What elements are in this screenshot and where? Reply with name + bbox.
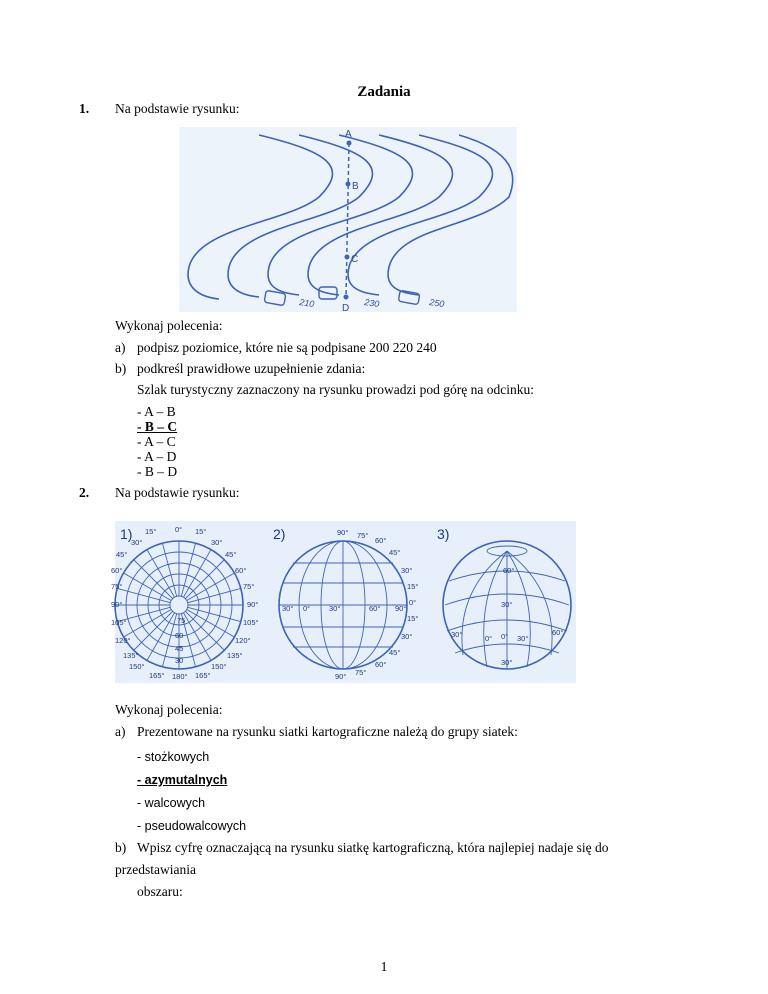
contour-label-210: 210 [298, 297, 315, 310]
g1-lbl: 60° [111, 566, 123, 575]
g1-lbl: 75° [243, 582, 255, 591]
option-pseudowalcowych: - pseudowalcowych [137, 819, 247, 833]
g1-lbl: 60 [175, 631, 184, 640]
task1-number: 1. [79, 101, 90, 116]
point-d-label: D [342, 303, 350, 314]
task2-a-label: a) [115, 724, 126, 739]
g1-lbl: 60° [235, 566, 247, 575]
g1-lbl: 75 [177, 616, 186, 625]
task2-b-text3: obszaru: [137, 884, 183, 899]
task2-b-text2: przedstawiania [115, 862, 196, 877]
g2-lbl: 60° [375, 660, 387, 669]
g2-lbl: 0° [409, 598, 417, 607]
task1-intro: Na podstawie rysunku: [115, 101, 240, 116]
g1-lbl: 90° [111, 600, 123, 609]
task1-a-text: podpisz poziomice, które nie są podpisane 200 220 240 [137, 340, 437, 355]
contour-map-figure [179, 127, 517, 312]
g3-lbl: 0° [485, 634, 493, 643]
g2-lbl: 15° [407, 582, 419, 591]
g2-lbl: 75° [357, 531, 369, 540]
g2-lbl: 60° [369, 604, 381, 613]
g1-lbl: 120° [235, 636, 251, 645]
option-a-d: - A – D [137, 449, 177, 464]
g1-lbl: 150° [211, 662, 227, 671]
g2-lbl: 90° [395, 604, 407, 613]
g2-lbl: 90° [337, 528, 349, 537]
g1-lbl: 30° [131, 538, 143, 547]
task2-b-label: b) [115, 840, 127, 855]
g2-lbl: 30° [282, 604, 294, 613]
g3-lbl: 0° [501, 632, 509, 641]
g2-lbl: 90° [335, 672, 347, 681]
page-title: Zadania [357, 84, 411, 100]
g1-lbl: 30° [211, 538, 223, 547]
g1-lbl: 45° [116, 550, 128, 559]
option-b-d: - B – D [137, 464, 178, 479]
globe-2 [279, 541, 407, 669]
g1-lbl: 30 [175, 656, 184, 665]
g1-lbl: 105° [111, 618, 127, 627]
g1-lbl: 105° [243, 618, 259, 627]
g2-lbl: 45° [389, 648, 401, 657]
g3-lbl: 30° [501, 600, 513, 609]
g1-lbl: 90° [247, 600, 259, 609]
map-grids-figure [111, 521, 576, 683]
g1-lbl: 150° [129, 662, 145, 671]
panel-label-2: 2) [273, 526, 286, 542]
option-walcowych: - walcowych [137, 796, 206, 810]
g2-lbl: 60° [375, 536, 387, 545]
g2-lbl: 0° [303, 604, 311, 613]
g1-lbl: 15° [195, 527, 207, 536]
g2-lbl: 30° [401, 566, 413, 575]
task1-sentence: Szlak turystyczny zaznaczony na rysunku prowadzi pod górę na odcinku: [137, 382, 534, 397]
option-azymutalnych: - azymutalnych [137, 773, 228, 787]
g2-lbl: 15° [407, 614, 419, 623]
task2-b-text: Wpisz cyfrę oznaczającą na rysunku siatkę kartograficzną, która najlepiej nadaje się do [137, 840, 609, 855]
g1-lbl: 0° [175, 525, 183, 534]
g3-lbl: 30° [501, 658, 513, 667]
contour-label-250: 250 [428, 297, 445, 310]
g1-lbl: 15° [145, 527, 157, 536]
panel-label-3: 3) [437, 526, 450, 542]
g1-lbl: 45° [225, 550, 237, 559]
g1-lbl: 120° [115, 636, 131, 645]
g1-lbl: 165° [149, 671, 165, 680]
g3-lbl: 60° [552, 628, 564, 637]
option-a-b: - A – B [137, 404, 176, 419]
task1-a-label: a) [115, 340, 126, 355]
point-b-label: B [352, 181, 359, 192]
g3-lbl: 60° [503, 566, 515, 575]
task1-b-label: b) [115, 361, 127, 376]
g2-lbl: 75° [355, 668, 367, 677]
g3-lbl: 30° [451, 630, 463, 639]
task2-intro: Na podstawie rysunku: [115, 485, 240, 500]
option-b-c: - B – C [137, 419, 178, 434]
g2-lbl: 45° [389, 548, 401, 557]
task2-a-text: Prezentowane na rysunku siatki kartograficzne należą do grupy siatek: [137, 724, 518, 739]
g2-lbl: 30° [401, 632, 413, 641]
g1-lbl: 165° [195, 671, 211, 680]
point-a-label: A [345, 129, 352, 140]
option-a-c: - A – C [137, 434, 176, 449]
g1-lbl: 75° [111, 582, 123, 591]
task1-b-text: podkreśl prawidłowe uzupełnienie zdania: [137, 361, 366, 376]
g2-lbl: 30° [329, 604, 341, 613]
task2-options [137, 746, 246, 838]
panel-label-1: 1) [120, 526, 133, 542]
g3-lbl: 30° [517, 634, 529, 643]
page-number: 1 [380, 960, 388, 975]
option-stozkowych: - stożkowych [137, 750, 210, 764]
task1-commands: Wykonaj polecenia: [115, 318, 223, 333]
g1-lbl: 180° [172, 672, 188, 681]
task1-options [137, 404, 177, 479]
g1-lbl: 135° [227, 651, 243, 660]
task2-number: 2. [79, 485, 90, 500]
point-c-label: C [351, 254, 359, 265]
g1-lbl: 135° [123, 651, 139, 660]
contour-label-230: 230 [363, 297, 380, 310]
task2-commands: Wykonaj polecenia: [115, 702, 223, 717]
g1-lbl: 45 [175, 644, 184, 653]
